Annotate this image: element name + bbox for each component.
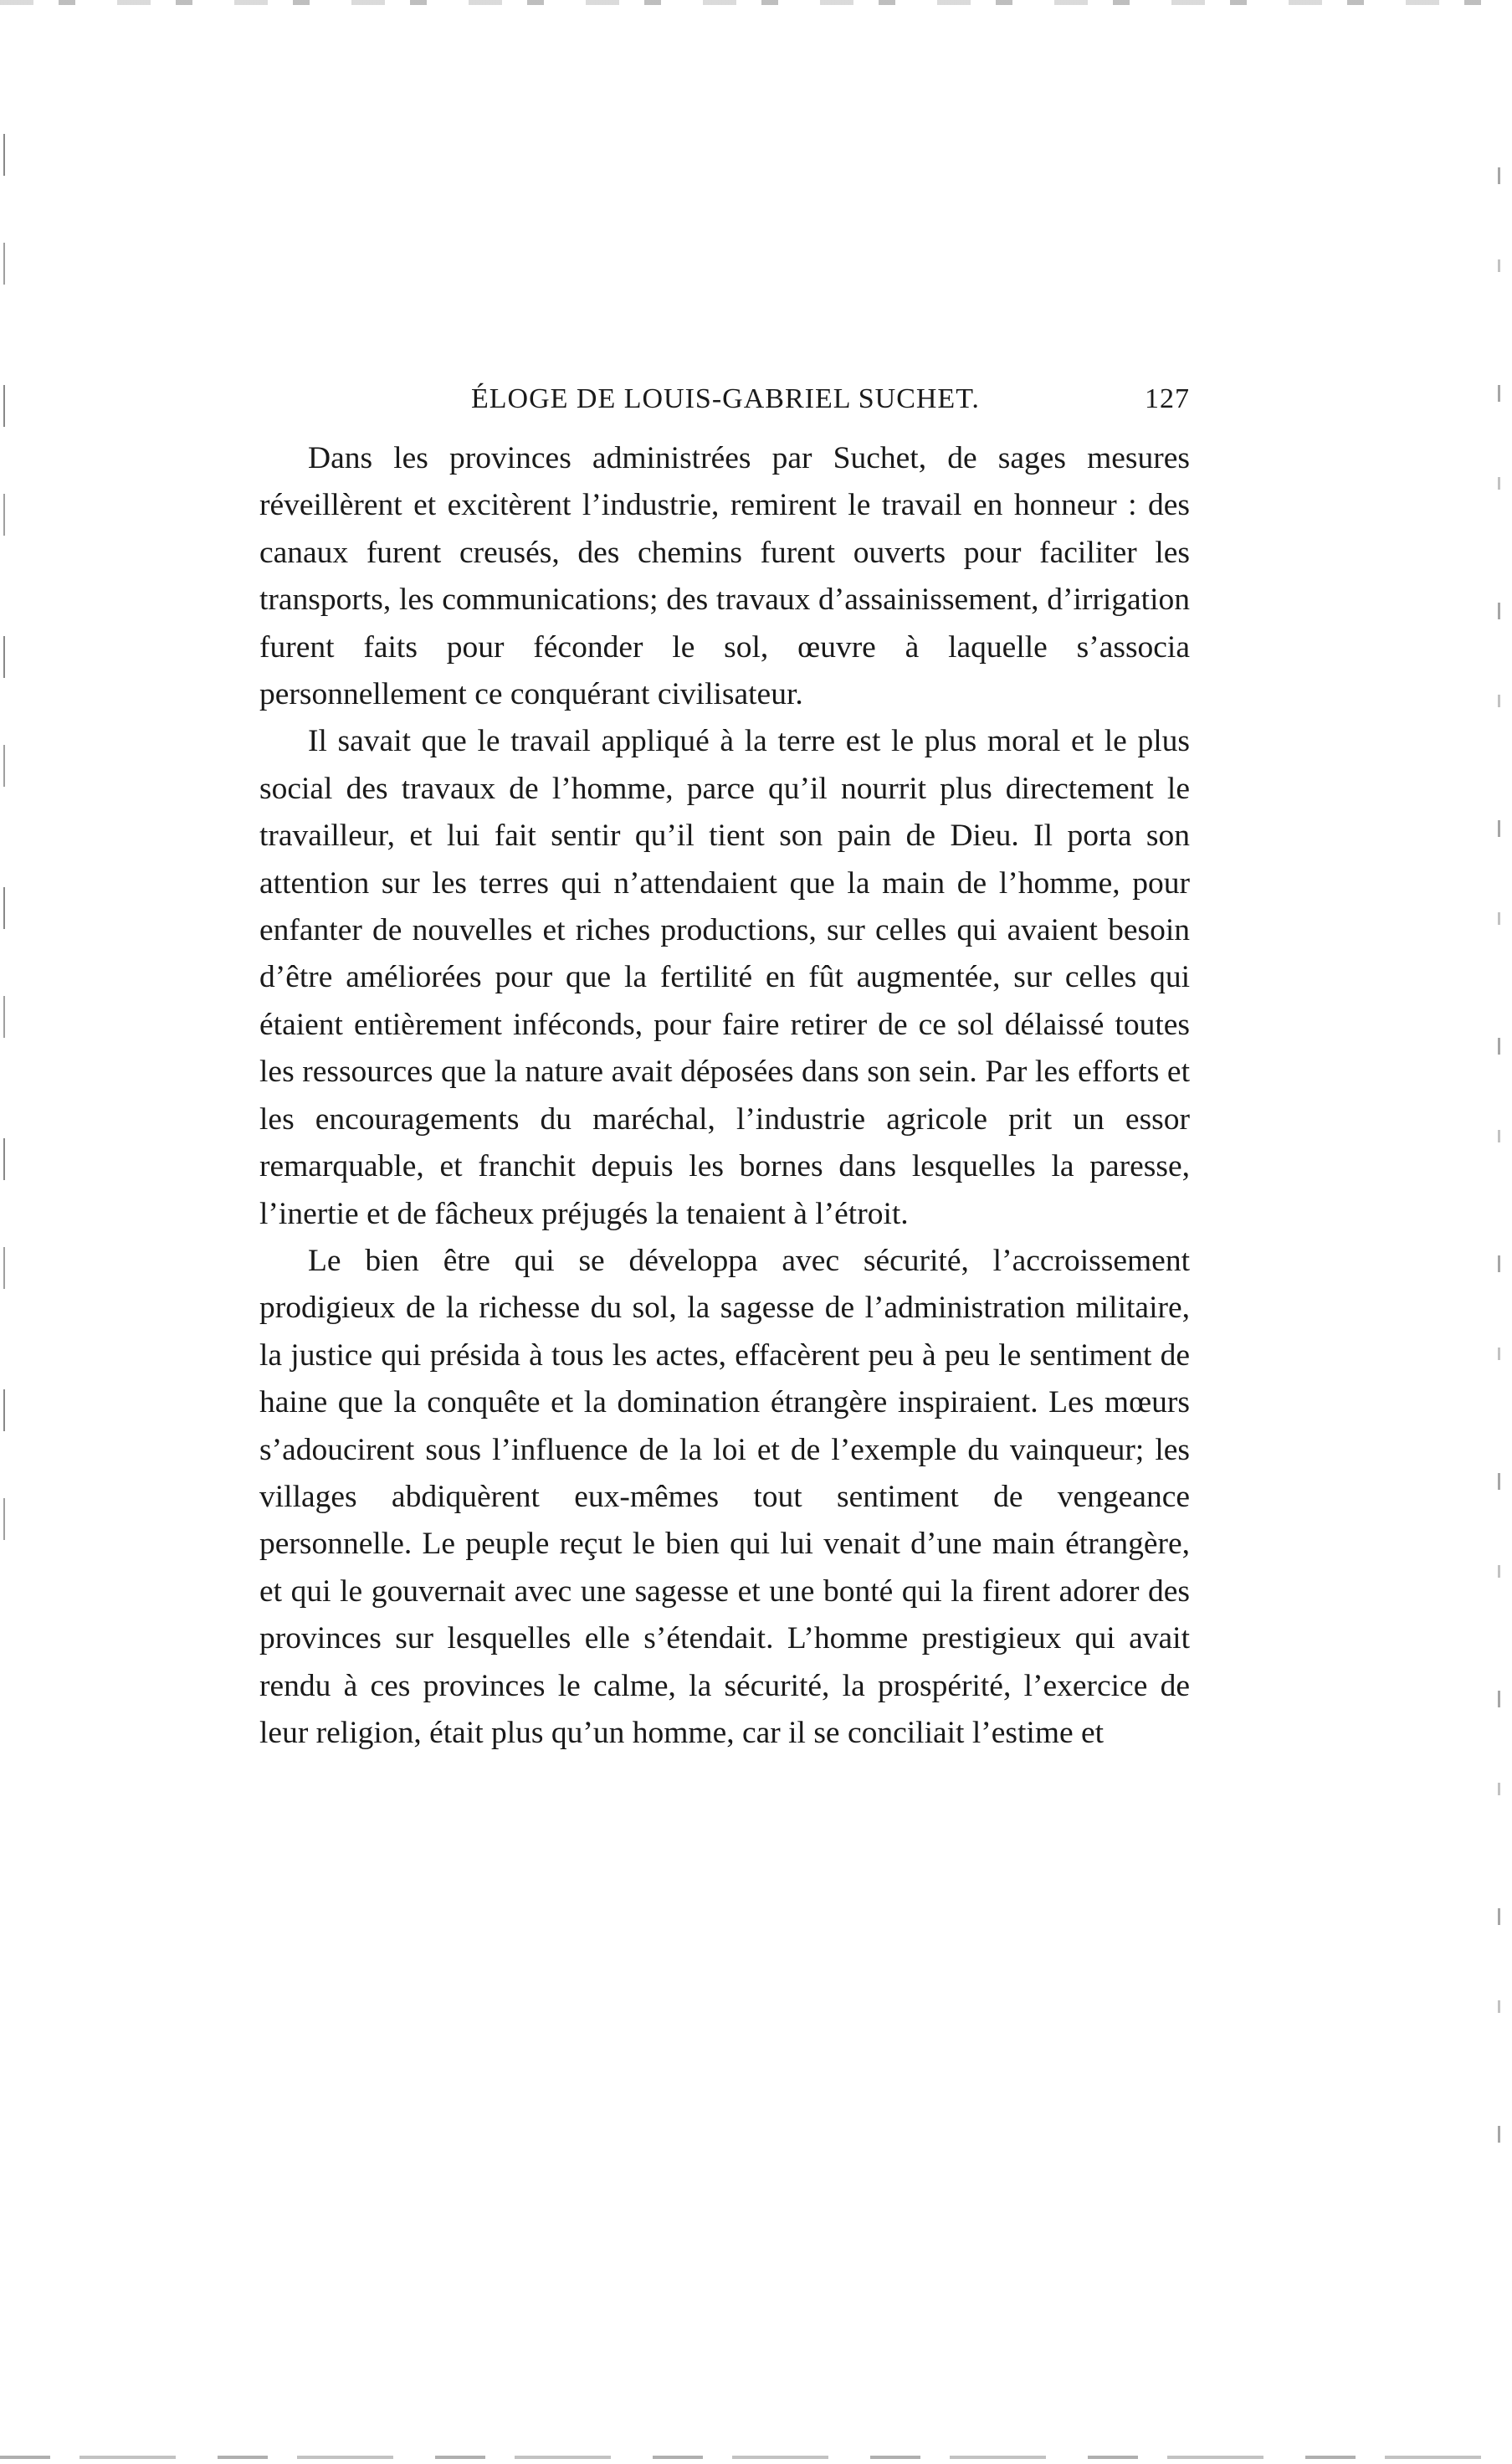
running-title: ÉLOGE DE LOUIS-GABRIEL SUCHET. [471,383,980,414]
scan-edge-left [3,134,5,1557]
paragraph-1: Dans les provinces administrées par Suchet, de sages mesures réveillèrent et excitèrent l’industrie, remirent le travail en honneur : des canaux furent creusés, des chemins furent ouverts pour faciliter les transports, les communications; des travaux d’assainissement, d’irrigation furent faits pour féconder le sol, œuvre à laquelle s’associa personnellement ce conquérant civilisateur. [259,441,1190,712]
page-number: 127 [1145,383,1190,414]
scan-edge-top [0,0,1512,5]
paragraph-2: Il savait que le travail appliqué à la terre est le plus moral et le plus social des travaux de l’homme, parce qu’il nourrit plus directement le travailleur, et lui fait sentir qu’il tient son pain de Dieu. Il porta son attention sur les terres qui n’attendaient que la main de l’homme, pour enfanter de nouvelles et riches productions, sur celles qui avaient besoin d’être améliorées pour que la fertilité en fût augmentée, sur celles qui étaient entièrement inféconds, pour faire retirer de ce sol délaissé toutes les ressources que la nature avait déposées dans son sein. Par les efforts et les encouragements du maréchal, l’industrie agricole prit un essor remarquable, et franchit depuis les bornes dans lesquelles la paresse, l’inertie et de fâcheux préjugés la tenaient à l’étroit. [259,724,1190,1231]
page-header [259,383,1190,434]
scan-edge-right [1498,167,1500,2176]
body-text [259,435,1190,1757]
scan-edge-bottom [0,2456,1512,2459]
paragraph-3: Le bien être qui se développa avec sécurité, l’accroissement prodigieux de la richesse du sol, la sagesse de l’administration militaire, la justice qui présida à tous les actes, effacèrent peu à peu le sentiment de haine que la conquête et la domination étrangère inspiraient. Les mœurs s’adoucirent sous l’influence de la loi et de l’exemple du vainqueur; les villages abdiquèrent eux-mêmes tout sentiment de vengeance personnelle. Le peuple reçut le bien qui lui venait d’une main étrangère, et qui le gouvernait avec une sagesse et une bonté qui la firent adorer des provinces sur lesquelles elle s’étendait. L’homme prestigieux qui avait rendu à ces provinces le calme, la sécurité, la prospérité, l’exercice de leur religion, était plus qu’un homme, car il se conciliait l’estime et [259,1243,1190,1750]
